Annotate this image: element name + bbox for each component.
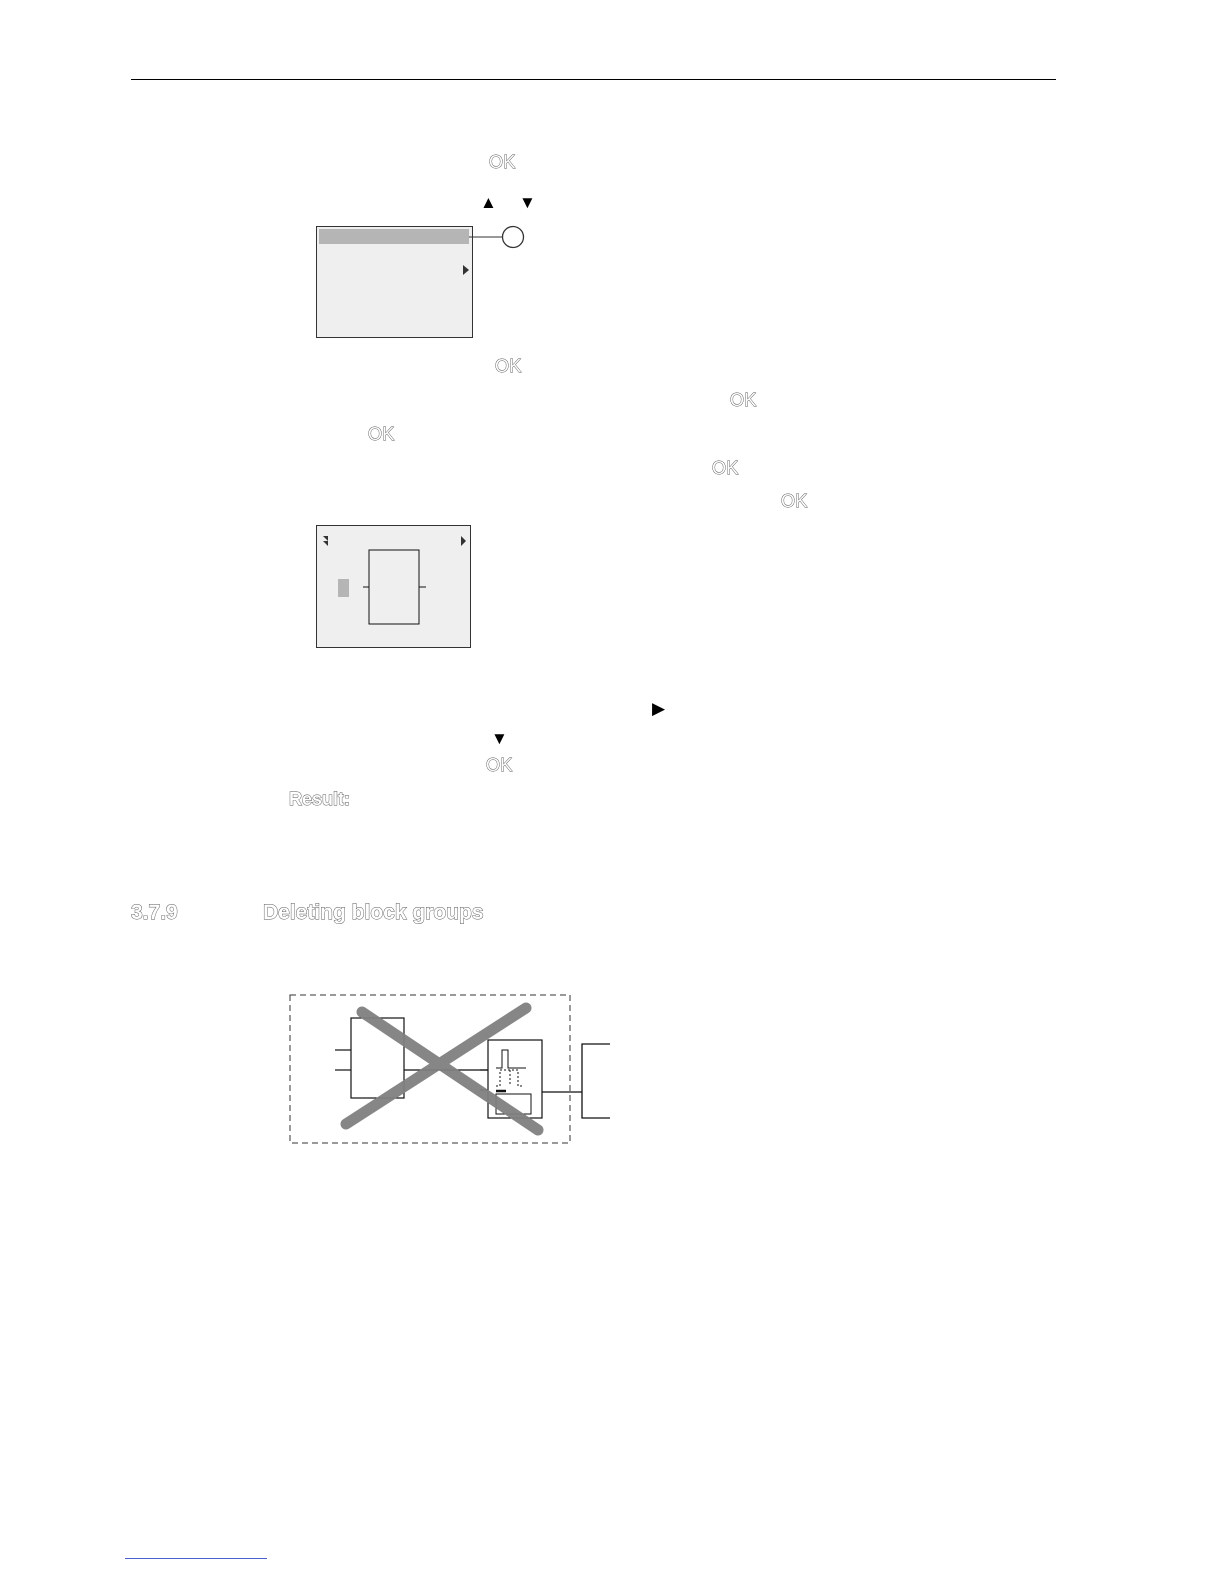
circle-callout-icon: [469, 224, 529, 250]
lcd-menu-display: [316, 226, 473, 338]
down-arrow-key-icon: ▼: [519, 193, 536, 212]
footer-link-underline: [125, 1558, 267, 1559]
output-bracket: [582, 1044, 610, 1118]
ok-key-label: OK: [489, 152, 516, 172]
small-left-triangle-icon: [323, 536, 328, 546]
small-right-triangle-icon: [461, 536, 466, 546]
small-right-triangle-icon: [463, 265, 469, 275]
ok-key-label: OK: [486, 755, 513, 775]
block-group-diagram: [280, 990, 620, 1150]
down-arrow-key-icon: ▼: [491, 729, 508, 748]
result-label: Result:: [289, 789, 351, 809]
lcd-block-display: [316, 525, 471, 648]
ok-key-label: OK: [495, 356, 522, 376]
function-block: [369, 550, 419, 624]
ok-key-label: OK: [781, 491, 808, 511]
section-number: 3.7.9: [131, 901, 178, 924]
block-diagram: [317, 526, 472, 649]
up-arrow-key-icon: ▲: [480, 193, 497, 212]
ok-key-label: OK: [730, 390, 757, 410]
menu-selection-highlight: [319, 229, 469, 244]
section-title: Deleting block groups: [263, 901, 484, 924]
right-arrow-key-icon: ▶: [652, 699, 666, 718]
ok-key-label: OK: [712, 458, 739, 478]
input-cursor-highlight: [338, 579, 349, 597]
ok-key-label: OK: [368, 424, 395, 444]
header-rule: [131, 79, 1056, 80]
